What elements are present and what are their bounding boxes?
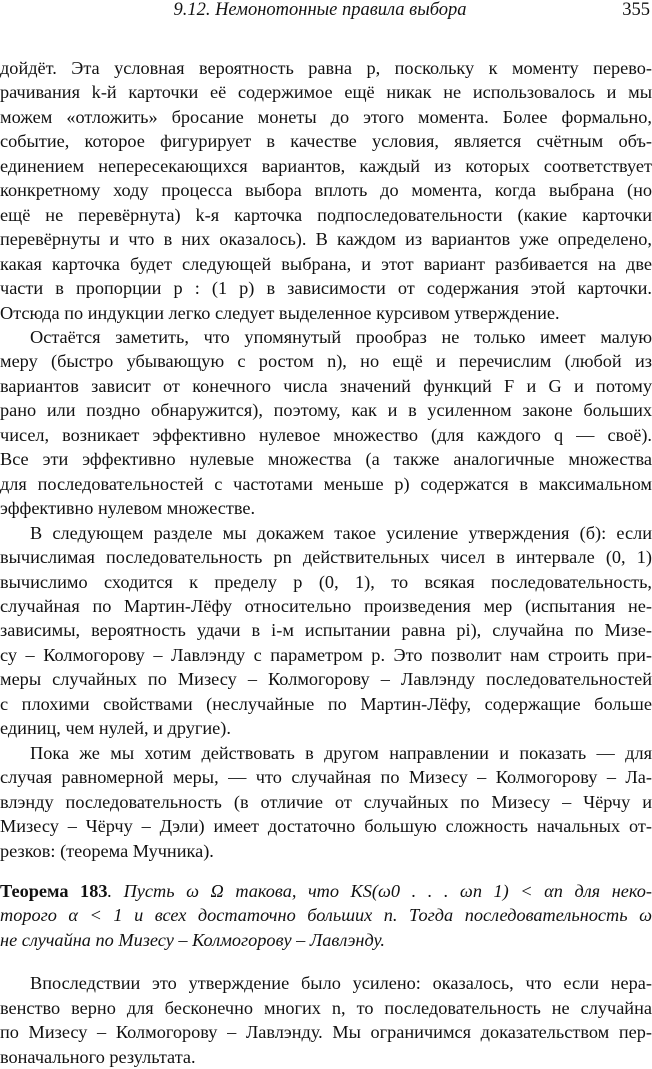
text-line: Все эти эффективно нулевые множества (а также аналогичные множества xyxy=(0,449,652,470)
text-line: эффективно нулевом множестве. xyxy=(0,498,256,519)
text-line: Отсюда по индукции легко следует выделенное курсивом утверждение. xyxy=(0,302,560,323)
text-line: Впоследствии это утверждение было усилено: оказалось, что если нера- xyxy=(30,973,652,994)
text-line: Мизесу – Чёрчу – Дэли) имеет достаточно большую сложность начальных от- xyxy=(0,816,652,837)
theorem-183 xyxy=(0,879,652,952)
text-line: событие, которое фигурирует в качестве условия, является счётным объ- xyxy=(0,131,652,152)
text-line: рачивания k-й карточки её содержимое ещё никак не использовалось и мы xyxy=(0,82,652,103)
text-line: меру (быстро убывающую с ростом n), но ещё и перечислим (любой из xyxy=(0,351,652,372)
page-number: 355 xyxy=(622,0,650,20)
text-line: вычислимо сходится к пределу p (0, 1), то всякая последовательность, xyxy=(0,571,652,592)
text-line: резков: (теорема Мучника). xyxy=(0,840,214,861)
text-line: не случайна по Мизесу – Колмогорову – Лавлэнду. xyxy=(0,929,385,950)
text-line: воначального результата. xyxy=(0,1046,196,1067)
text-line: по Мизесу – Колмогорову – Лавлэнду. Мы ограничимся доказательством пер- xyxy=(0,1022,652,1043)
running-header xyxy=(0,0,652,24)
text-line: зависимы, вероятность удачи в i-м испытании равна pi), случайна по Мизе- xyxy=(0,620,652,641)
text-line: дойдёт. Эта условная вероятность равна p, поскольку к моменту перево- xyxy=(0,58,652,78)
text-line: случайная по Мартин-Лёфу относительно произведения мер (испытания не- xyxy=(0,595,652,616)
text-line: торого α < 1 и всех достаточно больших n. Тогда последовательность ω xyxy=(0,905,652,926)
text-line: можем «отложить» бросание монеты до этого момента. Более формально, xyxy=(0,106,652,127)
text-line: В следующем разделе мы докажем такое усиление утверждения (б): если xyxy=(30,522,652,543)
text-line: с плохими свойствами (неслучайные по Мартин-Лёфу, содержащие больше xyxy=(0,693,652,714)
text-line: Пока же мы хотим действовать в другом направлении и показать — для xyxy=(30,742,652,763)
text-line: для последовательностей с частотами меньше p) содержатся в максимальном xyxy=(0,473,652,494)
theorem-text: . Пусть ω Ω такова, что KS(ω0 . . . ωn 1) < αn для неко- xyxy=(107,880,652,901)
text-line: части в пропорции p : (1 p) в зависимости от содержания этой карточки. xyxy=(0,278,652,299)
text-line: венство верно для бесконечно многих n, то последовательность не случайна xyxy=(0,997,652,1018)
theorem-label: Теорема 183 xyxy=(0,880,108,901)
page-body xyxy=(0,56,652,1069)
text-line: случая равномерной меры, — что случайная по Мизесу – Колмогорову – Ла- xyxy=(0,767,652,788)
text-line: су – Колмогорову – Лавлэнду с параметром p. Это позволит нам строить при- xyxy=(0,644,652,665)
text-line: влэнду последовательность (в отличие от случайных по Мизесу – Чёрчу и xyxy=(0,791,652,812)
paragraph-4 xyxy=(0,741,652,863)
section-title: 9.12. Немонотонные правила выбора xyxy=(173,0,467,20)
text-line: Остаётся заметить, что упомянутый прообраз не только имеет малую xyxy=(30,326,652,347)
spacer xyxy=(0,952,652,971)
text-line: перевёрнуты и что в них оказалось). В каждом из вариантов уже определено, xyxy=(0,229,652,250)
paragraph-1 xyxy=(0,56,652,325)
paragraph-2 xyxy=(0,325,652,521)
text-line: меры случайных по Мизесу – Колмогорову – Лавлэнду последовательностей xyxy=(0,669,652,690)
text-line: единением непересекающихся вариантов, каждый из которых соответствует xyxy=(0,155,652,176)
paragraph-5 xyxy=(0,971,652,1069)
text-line: единиц, чем нулей, и другие). xyxy=(0,718,231,739)
text-line: конкретному ходу процесса выбора вплоть до момента, когда выбрана (но xyxy=(0,180,652,201)
text-line xyxy=(0,879,652,903)
text-line: какая карточка будет следующей выбрана, и этот вариант разбивается на две xyxy=(0,253,652,274)
text-line: вариантов зависит от конечного числа значений функций F и G и потому xyxy=(0,375,652,396)
text-line: вычислимая последовательность pn действительных чисел в интервале (0, 1) xyxy=(0,547,652,568)
spacer xyxy=(0,863,652,879)
paragraph-3 xyxy=(0,521,652,741)
text-line: чисел, возникает эффективно нулевое множество (для каждого q — своё). xyxy=(0,424,652,445)
text-line: ещё не перевёрнута) k-я карточка подпоследовательности (какие карточки xyxy=(0,204,652,225)
text-line: рано или поздно обнаружится), поэтому, как и в усиленном законе больших xyxy=(0,400,652,421)
